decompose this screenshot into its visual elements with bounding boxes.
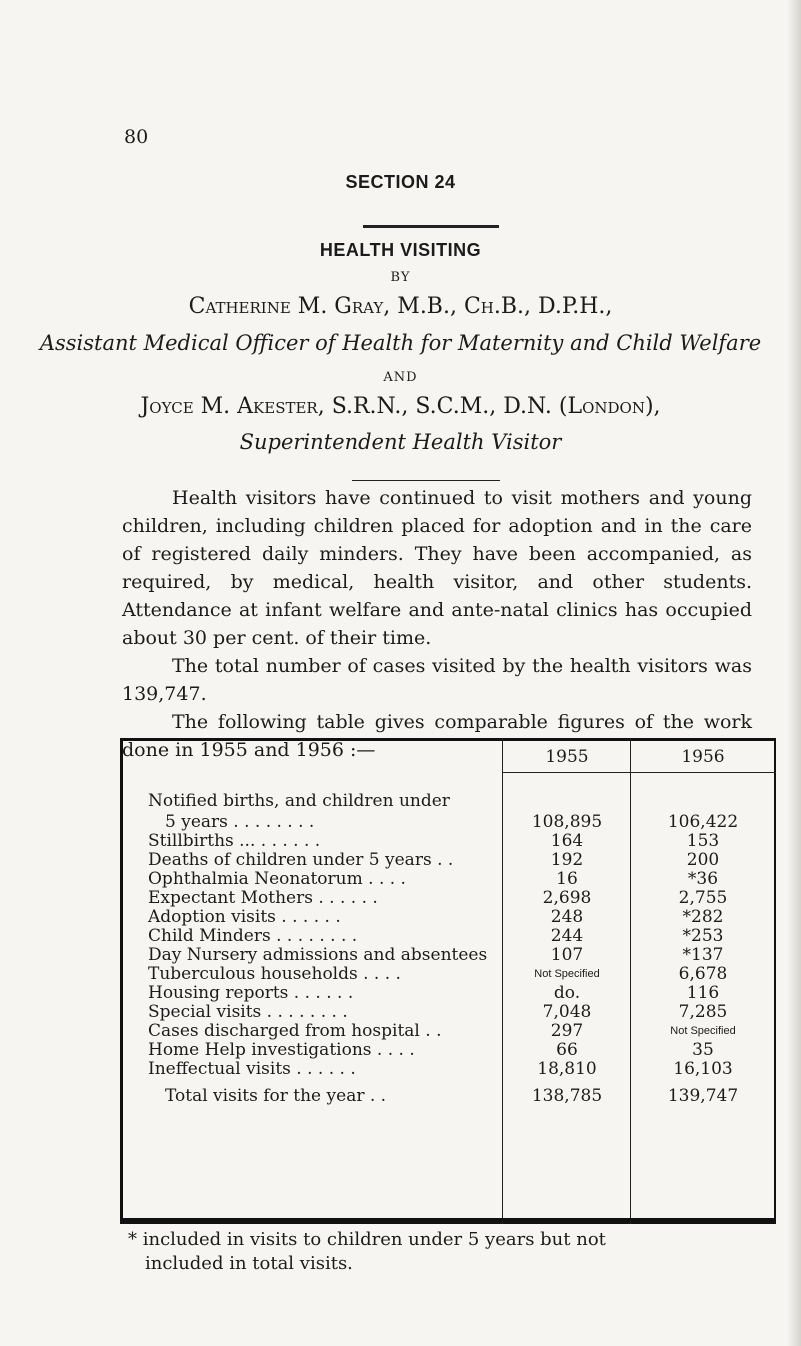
cell-1956: 2,755 <box>678 888 728 908</box>
cell-1955: 18,810 <box>537 1059 597 1079</box>
cell-1956: 16,103 <box>673 1059 733 1079</box>
cell-1955: 108,895 <box>531 812 603 832</box>
column-divider-1 <box>502 738 503 1224</box>
author-1-role: Assistant Medical Officer of Health for Maternity and Child Welfare <box>39 331 762 355</box>
cell-1956: 35 <box>692 1040 714 1060</box>
cell-1955: 7,048 <box>542 1002 592 1022</box>
cell-1955: 107 <box>550 945 584 965</box>
column-header-1955: 1955 <box>545 747 589 767</box>
cell-1955: 192 <box>550 850 584 870</box>
cell-1956: 6,678 <box>678 964 728 984</box>
cell-1956: 153 <box>686 831 720 851</box>
cell-1955: 138,785 <box>531 1086 603 1106</box>
page-number: 80 <box>124 126 149 148</box>
author-2-role: Superintendent Health Visitor <box>239 430 562 454</box>
cell-1955: Not Specified <box>534 968 600 980</box>
cell-1955: 244 <box>550 926 584 946</box>
cell-1956: *253 <box>682 926 724 946</box>
page-edge-shadow <box>787 0 801 1346</box>
row-label: Child Minders . . . . . . . . <box>148 926 358 946</box>
column-header-1956: 1956 <box>681 747 725 767</box>
paragraph-1: Health visitors have continued to visit mothers and young children, including children placed for adoption and in the care of registered daily minders. They have been accompanied, as required, by medical, health visitor, and other students. Attendance at infant welfare and ante-natal clinics has occupied about 30 per cent. of their time. <box>122 487 752 649</box>
row-label: Housing reports . . . . . . <box>148 983 354 1003</box>
row-label: Day Nursery admissions and absentees <box>148 945 488 965</box>
statistics-table <box>120 738 776 1224</box>
row-label: Special visits . . . . . . . . <box>148 1002 348 1022</box>
cell-1956: *36 <box>687 869 719 889</box>
cell-1956: 200 <box>686 850 720 870</box>
row-label: Stillbirths ... . . . . . . <box>148 831 321 851</box>
row-label: Total visits for the year . . <box>165 1086 387 1106</box>
cell-1955: do. <box>553 983 581 1003</box>
cell-1956: Not Specified <box>670 1025 736 1037</box>
divider-rule <box>352 480 500 481</box>
row-label: Cases discharged from hospital . . <box>148 1021 442 1041</box>
cell-1955: 164 <box>550 831 584 851</box>
cell-1955: 16 <box>556 869 578 889</box>
cell-1956: 106,422 <box>667 812 739 832</box>
cell-1955: 66 <box>556 1040 578 1060</box>
row-label: Ineffectual visits . . . . . . <box>148 1059 356 1079</box>
row-label: Notified births, and children under <box>148 791 450 811</box>
author-1-name: Catherine M. Gray, M.B., Ch.B., D.P.H., <box>188 294 613 319</box>
cell-1956: 139,747 <box>667 1086 739 1106</box>
page-title: HEALTH VISITING <box>319 240 482 260</box>
heading-rule <box>363 225 499 228</box>
row-label: Expectant Mothers . . . . . . <box>148 888 378 908</box>
paragraph-2: The total number of cases visited by the health visitors was 139,747. <box>122 655 752 705</box>
cell-1955: 297 <box>550 1021 584 1041</box>
row-label: Tuberculous households . . . . <box>148 964 401 984</box>
and-label: AND <box>383 370 418 385</box>
by-label: BY <box>390 270 411 285</box>
cell-1955: 248 <box>550 907 584 927</box>
section-title: SECTION 24 <box>345 172 456 192</box>
cell-1956: 116 <box>686 983 720 1003</box>
cell-1955: 2,698 <box>542 888 592 908</box>
footnote-line-2: included in total visits. <box>145 1253 353 1274</box>
header-rule <box>502 772 776 773</box>
table-bottom-rule <box>120 1218 776 1221</box>
column-divider-2 <box>630 738 631 1224</box>
row-label: 5 years . . . . . . . . <box>165 812 315 832</box>
row-label: Home Help investigations . . . . <box>148 1040 415 1060</box>
paragraph-3: The following table gives comparable figures of the work done in 1955 and 1956 :— <box>122 711 752 761</box>
cell-1956: *137 <box>682 945 724 965</box>
footnote <box>128 1228 606 1276</box>
footnote-line-1: * included in visits to children under 5 years but not <box>128 1229 606 1250</box>
cell-1956: *282 <box>682 907 724 927</box>
author-2-name: Joyce M. Akester, S.R.N., S.C.M., D.N. (London), <box>140 394 661 419</box>
row-label: Ophthalmia Neonatorum . . . . <box>148 869 406 889</box>
row-label: Deaths of children under 5 years . . <box>148 850 454 870</box>
cell-1956: 7,285 <box>678 1002 728 1022</box>
row-label: Adoption visits . . . . . . <box>148 907 341 927</box>
